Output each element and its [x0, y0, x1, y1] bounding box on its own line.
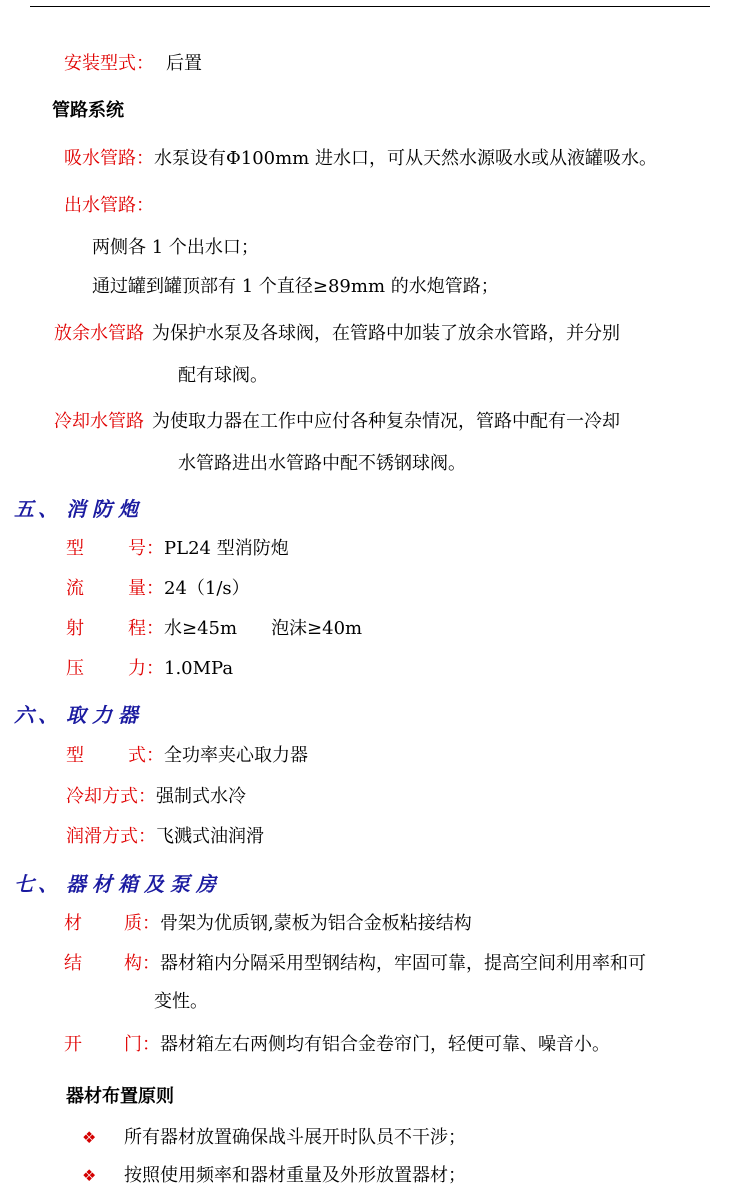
- cooling-line-2: 水管路进出水管路中配不锈钢球阀。: [178, 453, 466, 474]
- pto-type-value: 全功率夹心取力器: [164, 745, 308, 766]
- principle-item-1: 所有器材放置确保战斗展开时队员不干涉；: [124, 1127, 466, 1148]
- install-row: [64, 52, 202, 76]
- pto-type-label-b: 式：: [128, 745, 164, 766]
- box-door-value: 器材箱左右两侧均有铝合金卷帘门，轻便可靠、噪音小。: [160, 1034, 610, 1055]
- pto-lube-label: 润滑方式：: [66, 826, 156, 847]
- diamond-bullet-icon: ❖: [82, 1166, 97, 1185]
- pto-cooling-value: 强制式水冷: [156, 786, 246, 807]
- pto-type-label-a: 型: [66, 745, 84, 766]
- pto-lube-value: 飞溅式油润滑: [156, 826, 264, 847]
- cannon-model-value: PL24 型消防炮: [164, 538, 289, 559]
- section-7-heading: [14, 871, 222, 897]
- cannon-flow-label-a: 流: [66, 578, 84, 599]
- pto-type-row: [66, 744, 308, 768]
- box-structure-label-b: 构：: [124, 953, 160, 974]
- box-material-value: 骨架为优质钢,蒙板为铝合金板粘接结构: [160, 913, 472, 934]
- section-6-heading: [14, 702, 144, 728]
- section-5-number: 五、: [14, 497, 62, 521]
- box-structure-row: [64, 952, 646, 976]
- cannon-flow-label-b: 量：: [128, 578, 164, 599]
- drain-line-2: 配有球阀。: [178, 365, 268, 386]
- outlet-label: 出水管路：: [64, 195, 154, 216]
- cannon-range-water: 水≥45m: [164, 618, 238, 639]
- install-value: 后置: [166, 53, 202, 74]
- layout-principles-title: 器材布置原则: [66, 1086, 174, 1107]
- drain-line-1: 为保护水泵及各球阀，在管路中加装了放余水管路，并分别: [152, 323, 620, 344]
- cooling-line-1: 为使取力器在工作中应付各种复杂情况，管路中配有一冷却: [152, 411, 620, 432]
- cannon-pressure-row: [66, 657, 233, 681]
- suction-label: 吸水管路：: [64, 148, 154, 169]
- cannon-model-label-b: 号：: [128, 538, 164, 559]
- cannon-model-row: [66, 537, 289, 561]
- section-5-title: 消防炮: [66, 497, 144, 521]
- pto-cooling-label: 冷却方式：: [66, 786, 156, 807]
- cannon-range-row: [66, 617, 362, 641]
- cannon-range-label-b: 程：: [128, 618, 164, 639]
- cannon-pressure-label-a: 压: [66, 658, 84, 679]
- outlet-line-1: 两侧各 1 个出水口；: [92, 237, 259, 258]
- pipe-system-title: 管路系统: [52, 100, 124, 121]
- cannon-range-label-a: 射: [66, 618, 84, 639]
- diamond-bullet-icon: ❖: [82, 1128, 97, 1147]
- cannon-model-label-a: 型: [66, 538, 84, 559]
- drain-label: 放余水管路: [54, 323, 144, 344]
- cannon-flow-row: [66, 577, 250, 601]
- cannon-flow-value: 24（1/s）: [164, 578, 250, 599]
- box-structure-label-a: 结: [64, 953, 82, 974]
- cannon-pressure-label-b: 力：: [128, 658, 164, 679]
- section-7-title: 器材箱及泵房: [66, 872, 222, 896]
- cooling-row: [54, 410, 620, 434]
- box-material-label-a: 材: [64, 913, 82, 934]
- drain-row: [54, 322, 620, 346]
- section-5-heading: [14, 496, 144, 522]
- cannon-pressure-value: 1.0MPa: [164, 658, 234, 679]
- box-door-label-a: 开: [64, 1034, 82, 1055]
- cooling-label: 冷却水管路: [54, 411, 144, 432]
- section-6-number: 六、: [14, 703, 62, 727]
- install-label: 安装型式：: [64, 53, 154, 74]
- box-door-row: [64, 1033, 610, 1057]
- pto-lube-row: [66, 825, 264, 849]
- suction-row: [64, 147, 657, 171]
- section-7-number: 七、: [14, 872, 62, 896]
- box-material-label-b: 质：: [124, 913, 160, 934]
- box-material-row: [64, 912, 472, 936]
- top-rule: [30, 6, 710, 7]
- outlet-line-2: 通过罐到罐顶部有 1 个直径≥89mm 的水炮管路；: [92, 276, 499, 297]
- section-6-title: 取力器: [66, 703, 144, 727]
- box-structure-line-1: 器材箱内分隔采用型钢结构，牢固可靠，提高空间利用率和可: [160, 953, 646, 974]
- box-structure-line-2: 变性。: [154, 991, 208, 1012]
- suction-value: 水泵设有Φ100mm 进水口，可从天然水源吸水或从液罐吸水。: [154, 148, 657, 169]
- cannon-range-foam: 泡沫≥40m: [271, 618, 363, 639]
- pto-cooling-row: [66, 785, 246, 809]
- principle-item-2: 按照使用频率和器材重量及外形放置器材；: [124, 1165, 466, 1186]
- box-door-label-b: 门：: [124, 1034, 160, 1055]
